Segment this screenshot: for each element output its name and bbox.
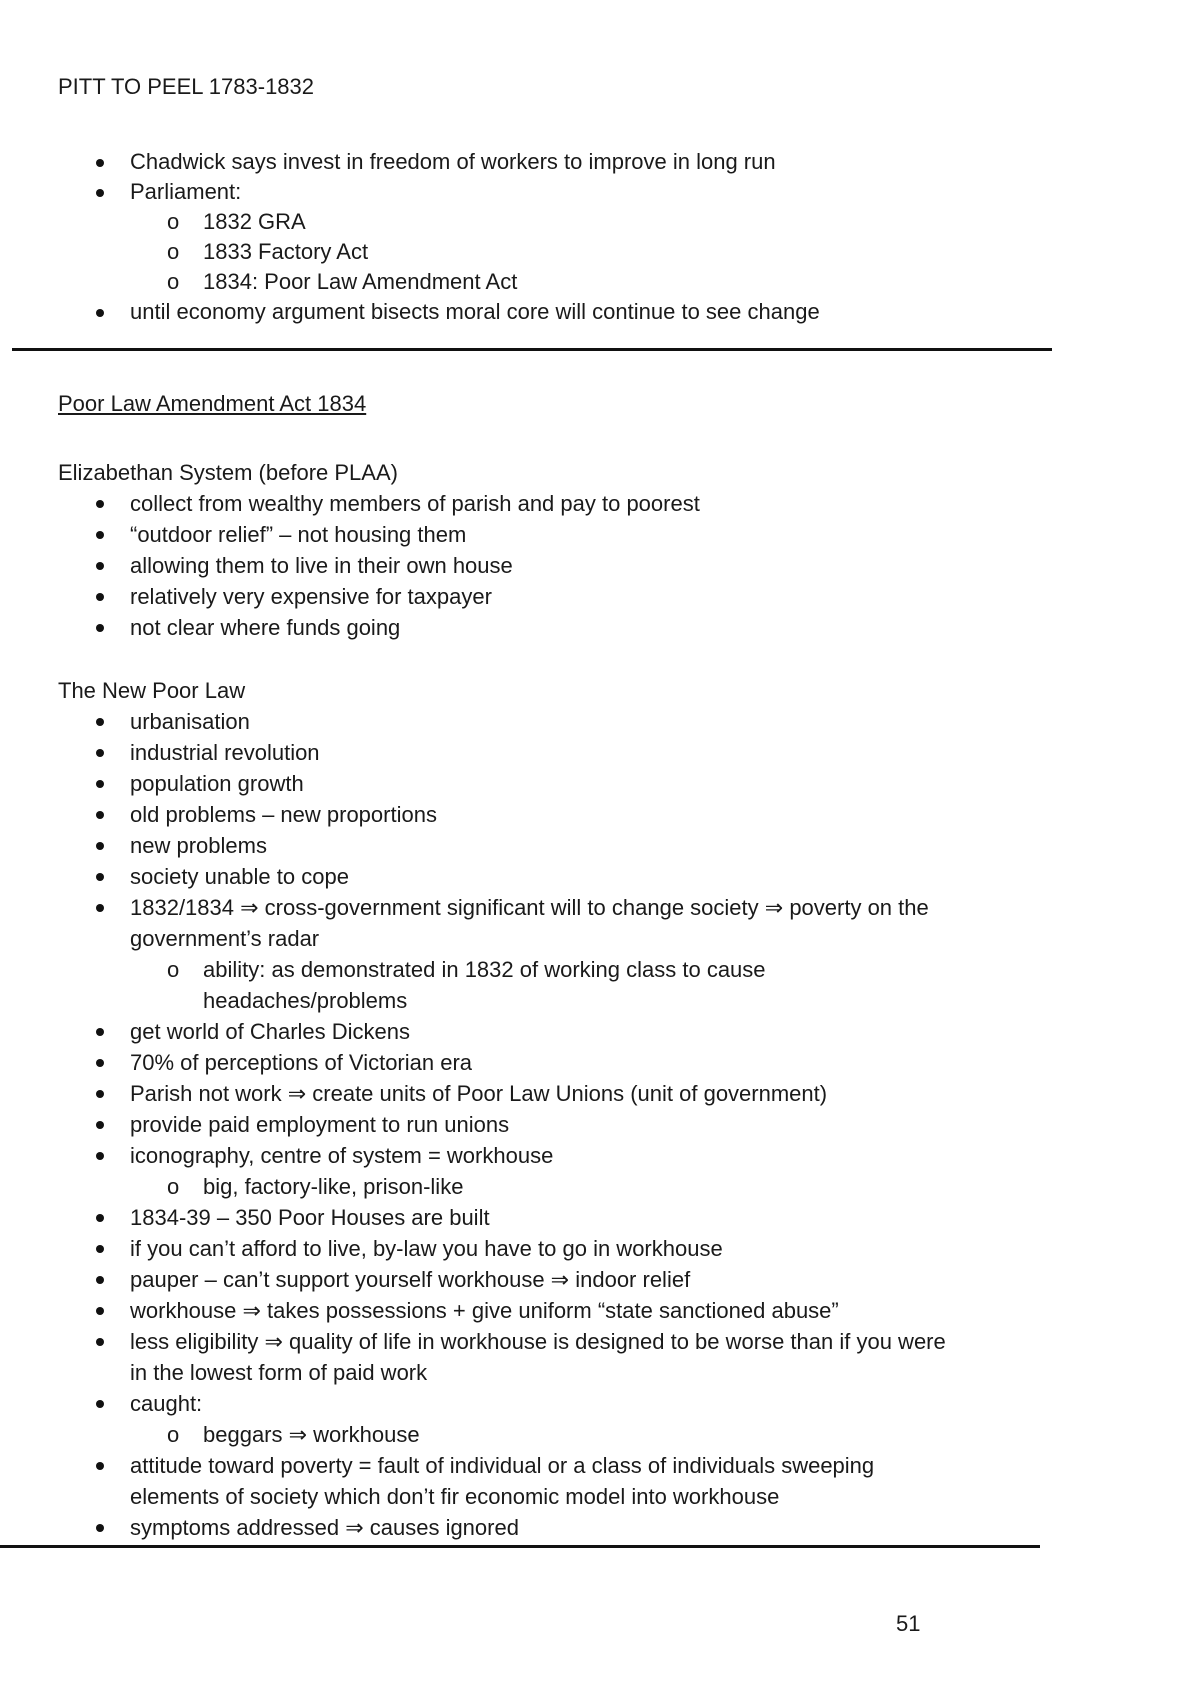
list-item bbox=[58, 488, 958, 519]
list-item bbox=[58, 1140, 958, 1171]
list-item bbox=[58, 1264, 958, 1295]
list-item-text: population growth bbox=[130, 771, 304, 796]
list-item bbox=[58, 861, 958, 892]
elizabethan-list bbox=[58, 488, 958, 643]
list-item-text: collect from wealthy members of parish and pay to poorest bbox=[130, 491, 700, 516]
list-item bbox=[58, 706, 958, 737]
new-poor-law-heading: The New Poor Law bbox=[58, 678, 246, 703]
list-item-text: beggars ⇒ workhouse bbox=[203, 1422, 420, 1447]
list-item-text: get world of Charles Dickens bbox=[130, 1019, 411, 1044]
list-item-text: pauper – can’t support yourself workhouse ⇒ indoor relief bbox=[130, 1267, 691, 1292]
list-item-text: Parliament: bbox=[130, 179, 242, 204]
list-item bbox=[58, 1109, 958, 1140]
list-item bbox=[58, 737, 958, 768]
list-item-text: old problems – new proportions bbox=[130, 802, 437, 827]
sub-list-item bbox=[58, 207, 958, 237]
sub-list-item bbox=[58, 237, 958, 267]
list-item-text: 1834-39 – 350 Poor Houses are built bbox=[130, 1205, 490, 1230]
list-item-text: 1832/1834 ⇒ cross-government significant will to change society ⇒ poverty on the government’s radar bbox=[130, 895, 929, 951]
list-item-text: society unable to cope bbox=[130, 864, 349, 889]
list-item bbox=[58, 297, 958, 327]
intro-section bbox=[58, 147, 958, 327]
list-item-text: ability: as demonstrated in 1832 of working class to cause headaches/problems bbox=[203, 957, 766, 1013]
list-item-text: 1833 Factory Act bbox=[203, 239, 369, 264]
list-item bbox=[58, 147, 958, 177]
list-item bbox=[58, 612, 958, 643]
section-divider-bottom bbox=[0, 1545, 1040, 1548]
list-item bbox=[58, 768, 958, 799]
sub-list-item bbox=[58, 954, 958, 1016]
list-item-text: provide paid employment to run unions bbox=[130, 1112, 510, 1137]
list-item bbox=[58, 550, 958, 581]
list-item bbox=[58, 892, 958, 954]
list-item bbox=[58, 177, 958, 207]
sub-list-item bbox=[58, 1419, 958, 1450]
list-item-text: urbanisation bbox=[130, 709, 250, 734]
list-item bbox=[58, 1047, 958, 1078]
list-item-text: less eligibility ⇒ quality of life in workhouse is designed to be worse than if you were in the lowest form of paid work bbox=[130, 1329, 946, 1385]
list-item-text: until economy argument bisects moral core will continue to see change bbox=[130, 299, 820, 324]
list-item-text: 1834: Poor Law Amendment Act bbox=[203, 269, 518, 294]
list-item-text: if you can’t afford to live, by-law you have to go in workhouse bbox=[130, 1236, 723, 1261]
list-item-text: Chadwick says invest in freedom of workers to improve in long run bbox=[130, 149, 776, 174]
list-item-text: 70% of perceptions of Victorian era bbox=[130, 1050, 473, 1075]
sub-list-item bbox=[58, 1171, 958, 1202]
list-item-text: attitude toward poverty = fault of individual or a class of individuals sweeping elements of society which don’t fir economic model into workhouse bbox=[130, 1453, 875, 1509]
list-item-text: caught: bbox=[130, 1391, 203, 1416]
section-title-block bbox=[58, 388, 958, 419]
list-item-text: not clear where funds going bbox=[130, 615, 401, 640]
list-item bbox=[58, 519, 958, 550]
list-item bbox=[58, 1295, 958, 1326]
new-poor-law-section bbox=[58, 675, 958, 1543]
list-item bbox=[58, 1233, 958, 1264]
list-item bbox=[58, 581, 958, 612]
list-item-text: relatively very expensive for taxpayer bbox=[130, 584, 492, 609]
list-item bbox=[58, 1202, 958, 1233]
elizabethan-heading: Elizabethan System (before PLAA) bbox=[58, 460, 398, 485]
section-title: Poor Law Amendment Act 1834 bbox=[58, 391, 367, 416]
list-item bbox=[58, 1388, 958, 1419]
page-header: PITT TO PEEL 1783-1832 bbox=[58, 74, 315, 99]
list-item-text: workhouse ⇒ takes possessions + give uniform “state sanctioned abuse” bbox=[130, 1298, 839, 1323]
list-item bbox=[58, 1326, 958, 1388]
intro-list bbox=[58, 147, 958, 327]
list-item-text: “outdoor relief” – not housing them bbox=[130, 522, 467, 547]
section-divider-top bbox=[12, 348, 1052, 351]
sub-list-item bbox=[58, 267, 958, 297]
list-item-text: 1832 GRA bbox=[203, 209, 306, 234]
page-number: 51 bbox=[896, 1611, 921, 1636]
list-item-text: new problems bbox=[130, 833, 267, 858]
list-item bbox=[58, 1016, 958, 1047]
elizabethan-section bbox=[58, 457, 958, 643]
list-item bbox=[58, 1512, 958, 1543]
list-item-text: big, factory-like, prison-like bbox=[203, 1174, 464, 1199]
new-poor-law-list bbox=[58, 706, 958, 1543]
list-item bbox=[58, 1450, 958, 1512]
list-item-text: symptoms addressed ⇒ causes ignored bbox=[130, 1515, 519, 1540]
list-item bbox=[58, 1078, 958, 1109]
list-item bbox=[58, 799, 958, 830]
list-item-text: allowing them to live in their own house bbox=[130, 553, 513, 578]
list-item-text: industrial revolution bbox=[130, 740, 320, 765]
list-item-text: iconography, centre of system = workhouse bbox=[130, 1143, 554, 1168]
list-item bbox=[58, 830, 958, 861]
list-item-text: Parish not work ⇒ create units of Poor Law Unions (unit of government) bbox=[130, 1081, 828, 1106]
